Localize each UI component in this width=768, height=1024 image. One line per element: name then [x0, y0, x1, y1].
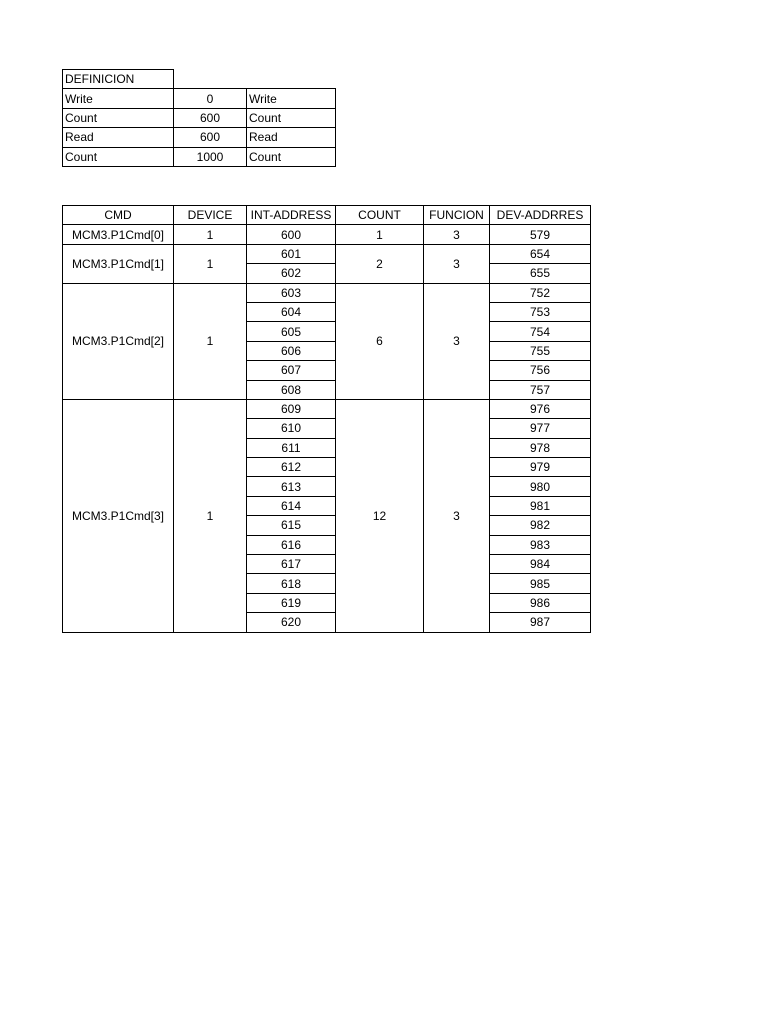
dev-address-cell: 654	[490, 244, 591, 263]
funcion-cell: 3	[424, 244, 490, 283]
dev-address-cell: 756	[490, 361, 591, 380]
device-cell: 1	[174, 399, 247, 632]
dev-address-cell: 757	[490, 380, 591, 399]
int-address-cell: 615	[247, 516, 336, 535]
table-row	[63, 399, 591, 418]
dev-address-cell: 980	[490, 477, 591, 496]
definicion-value: 600	[174, 108, 247, 127]
header-device: DEVICE	[174, 206, 247, 225]
definicion-label: Read	[63, 128, 174, 147]
cmd-cell: MCM3.P1Cmd[1]	[63, 244, 174, 283]
definicion-label: Count	[63, 147, 174, 166]
device-cell: 1	[174, 244, 247, 283]
table-row	[63, 244, 591, 263]
int-address-cell: 603	[247, 283, 336, 302]
int-address-cell: 620	[247, 613, 336, 632]
header-dev-address: DEV-ADDRRES	[490, 206, 591, 225]
funcion-cell: 3	[424, 399, 490, 632]
int-address-cell: 604	[247, 302, 336, 321]
dev-address-cell: 976	[490, 399, 591, 418]
definicion-value: 600	[174, 128, 247, 147]
int-address-cell: 602	[247, 264, 336, 283]
dev-address-cell: 983	[490, 535, 591, 554]
definicion-value: 1000	[174, 147, 247, 166]
int-address-cell: 618	[247, 574, 336, 593]
definicion-desc: Write	[247, 89, 336, 108]
int-address-cell: 606	[247, 341, 336, 360]
definicion-row	[63, 128, 336, 147]
funcion-cell: 3	[424, 225, 490, 244]
definicion-table	[62, 69, 336, 167]
header-count: COUNT	[336, 206, 424, 225]
definicion-label: Count	[63, 108, 174, 127]
definicion-label: Write	[63, 89, 174, 108]
int-address-cell: 601	[247, 244, 336, 263]
count-cell: 6	[336, 283, 424, 399]
definicion-desc: Count	[247, 108, 336, 127]
definicion-row	[63, 147, 336, 166]
int-address-cell: 607	[247, 361, 336, 380]
cmd-cell: MCM3.P1Cmd[2]	[63, 283, 174, 399]
dev-address-cell: 752	[490, 283, 591, 302]
definicion-title-blank	[174, 70, 247, 89]
definicion-title-row	[63, 70, 336, 89]
definicion-body	[63, 70, 336, 167]
funcion-cell: 3	[424, 283, 490, 399]
cmd-cell: MCM3.P1Cmd[3]	[63, 399, 174, 632]
count-cell: 1	[336, 225, 424, 244]
dev-address-cell: 977	[490, 419, 591, 438]
device-cell: 1	[174, 283, 247, 399]
int-address-cell: 605	[247, 322, 336, 341]
cmd-table-body	[63, 225, 591, 632]
device-cell: 1	[174, 225, 247, 244]
int-address-cell: 611	[247, 438, 336, 457]
dev-address-cell: 579	[490, 225, 591, 244]
int-address-cell: 610	[247, 419, 336, 438]
int-address-cell: 608	[247, 380, 336, 399]
header-funcion: FUNCION	[424, 206, 490, 225]
cmd-table-header-row	[63, 206, 591, 225]
dev-address-cell: 982	[490, 516, 591, 535]
table-row	[63, 283, 591, 302]
dev-address-cell: 987	[490, 613, 591, 632]
dev-address-cell: 655	[490, 264, 591, 283]
header-int-address: INT-ADDRESS	[247, 206, 336, 225]
dev-address-cell: 755	[490, 341, 591, 360]
cmd-table	[62, 205, 591, 633]
header-cmd: CMD	[63, 206, 174, 225]
dev-address-cell: 978	[490, 438, 591, 457]
count-cell: 12	[336, 399, 424, 632]
int-address-cell: 613	[247, 477, 336, 496]
dev-address-cell: 986	[490, 593, 591, 612]
definicion-desc: Read	[247, 128, 336, 147]
dev-address-cell: 985	[490, 574, 591, 593]
dev-address-cell: 754	[490, 322, 591, 341]
dev-address-cell: 984	[490, 555, 591, 574]
definicion-row	[63, 89, 336, 108]
int-address-cell: 614	[247, 496, 336, 515]
cmd-table-head	[63, 206, 591, 225]
int-address-cell: 619	[247, 593, 336, 612]
definicion-desc: Count	[247, 147, 336, 166]
int-address-cell: 609	[247, 399, 336, 418]
dev-address-cell: 979	[490, 458, 591, 477]
cmd-cell: MCM3.P1Cmd[0]	[63, 225, 174, 244]
count-cell: 2	[336, 244, 424, 283]
int-address-cell: 600	[247, 225, 336, 244]
int-address-cell: 617	[247, 555, 336, 574]
definicion-title: DEFINICION	[63, 70, 174, 89]
dev-address-cell: 753	[490, 302, 591, 321]
dev-address-cell: 981	[490, 496, 591, 515]
int-address-cell: 616	[247, 535, 336, 554]
definicion-title-blank-2	[247, 70, 336, 89]
int-address-cell: 612	[247, 458, 336, 477]
table-row	[63, 225, 591, 244]
definicion-value: 0	[174, 89, 247, 108]
definicion-row	[63, 108, 336, 127]
